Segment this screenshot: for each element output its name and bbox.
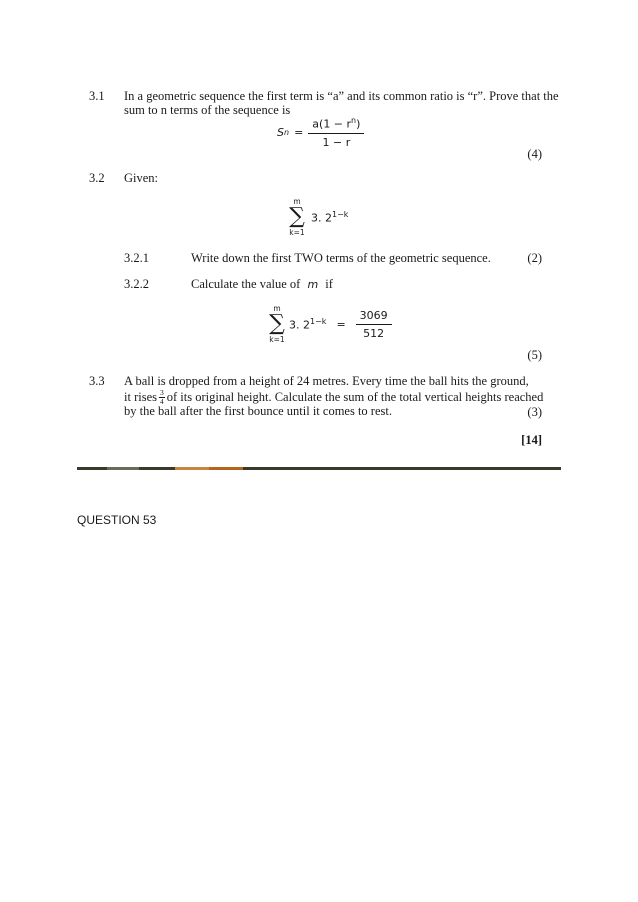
formula-numerator: $a(1 - r^n)$	[308, 116, 364, 134]
question-3-2-1-text: Write down the first TWO terms of the geometric sequence.	[191, 251, 491, 265]
formula-fraction	[308, 116, 364, 149]
formula-denominator: 1 − r	[322, 135, 351, 149]
sigma-symbol: ∑	[289, 204, 305, 229]
question-number-3-2-1: 3.2.1	[124, 251, 149, 265]
question-3-3-line-2: it rises 3 4 of its original height. Calculate the sum of the total vertical heights reached	[124, 388, 544, 406]
given-summation	[287, 197, 348, 237]
marks-3-3: (3)	[527, 405, 542, 419]
equation-equals: =	[336, 317, 346, 331]
sum-lower-limit: k=1	[289, 228, 305, 237]
rhs-numerator: 3069	[356, 309, 392, 325]
question-3-1-line-2: sum to n terms of the sequence is	[124, 103, 291, 117]
formula-lhs: S	[277, 125, 284, 139]
sum-term: 3. $2^{1-k}$	[311, 209, 349, 225]
sigma-symbol-2: ∑	[269, 311, 285, 336]
equation-summation	[267, 304, 392, 344]
divider-segment-6	[243, 467, 561, 470]
formula-equals: =	[294, 125, 304, 139]
section-divider	[77, 467, 561, 470]
divider-segment-4	[175, 467, 209, 470]
total-marks: [14]	[521, 433, 542, 447]
divider-segment-2	[107, 467, 139, 470]
sum-upper-limit: m	[293, 197, 301, 206]
variable-m: m	[307, 278, 319, 291]
marks-3-2-1: (2)	[527, 251, 542, 265]
marks-3-1: (4)	[527, 147, 542, 161]
formula-lhs-sub: n	[283, 127, 290, 137]
next-question-heading: QUESTION 53	[77, 513, 157, 527]
sum-lower-limit-2: k=1	[269, 335, 285, 344]
question-number-3-2-2: 3.2.2	[124, 277, 149, 291]
divider-segment-3	[139, 467, 175, 470]
question-number-3-2: 3.2	[89, 171, 105, 185]
question-number-3-1: 3.1	[89, 89, 105, 103]
question-3-3-line-3: by the ball after the first bounce until it comes to rest.	[124, 404, 392, 418]
sum-term-2: 3. $2^{1-k}$	[289, 316, 327, 332]
rhs-denominator: 512	[363, 326, 385, 340]
question-number-3-3: 3.3	[89, 374, 105, 388]
sum-formula	[277, 116, 364, 149]
divider-segment-5	[209, 467, 243, 470]
three-quarters-fraction: 3 4	[159, 388, 164, 406]
question-3-3-line-1: A ball is dropped from a height of 24 metres. Every time the ball hits the ground,	[124, 374, 529, 388]
question-3-2-2-text: Calculate the value of m if	[191, 277, 333, 291]
marks-3-2-2: (5)	[527, 348, 542, 362]
divider-segment-1	[77, 467, 107, 470]
question-3-1-line-1: In a geometric sequence the first term is “a” and its common ratio is “r”. Prove that the	[124, 89, 559, 103]
question-3-2-label: Given:	[124, 171, 159, 185]
sum-upper-limit-2: m	[273, 304, 281, 313]
rhs-fraction	[356, 309, 392, 340]
